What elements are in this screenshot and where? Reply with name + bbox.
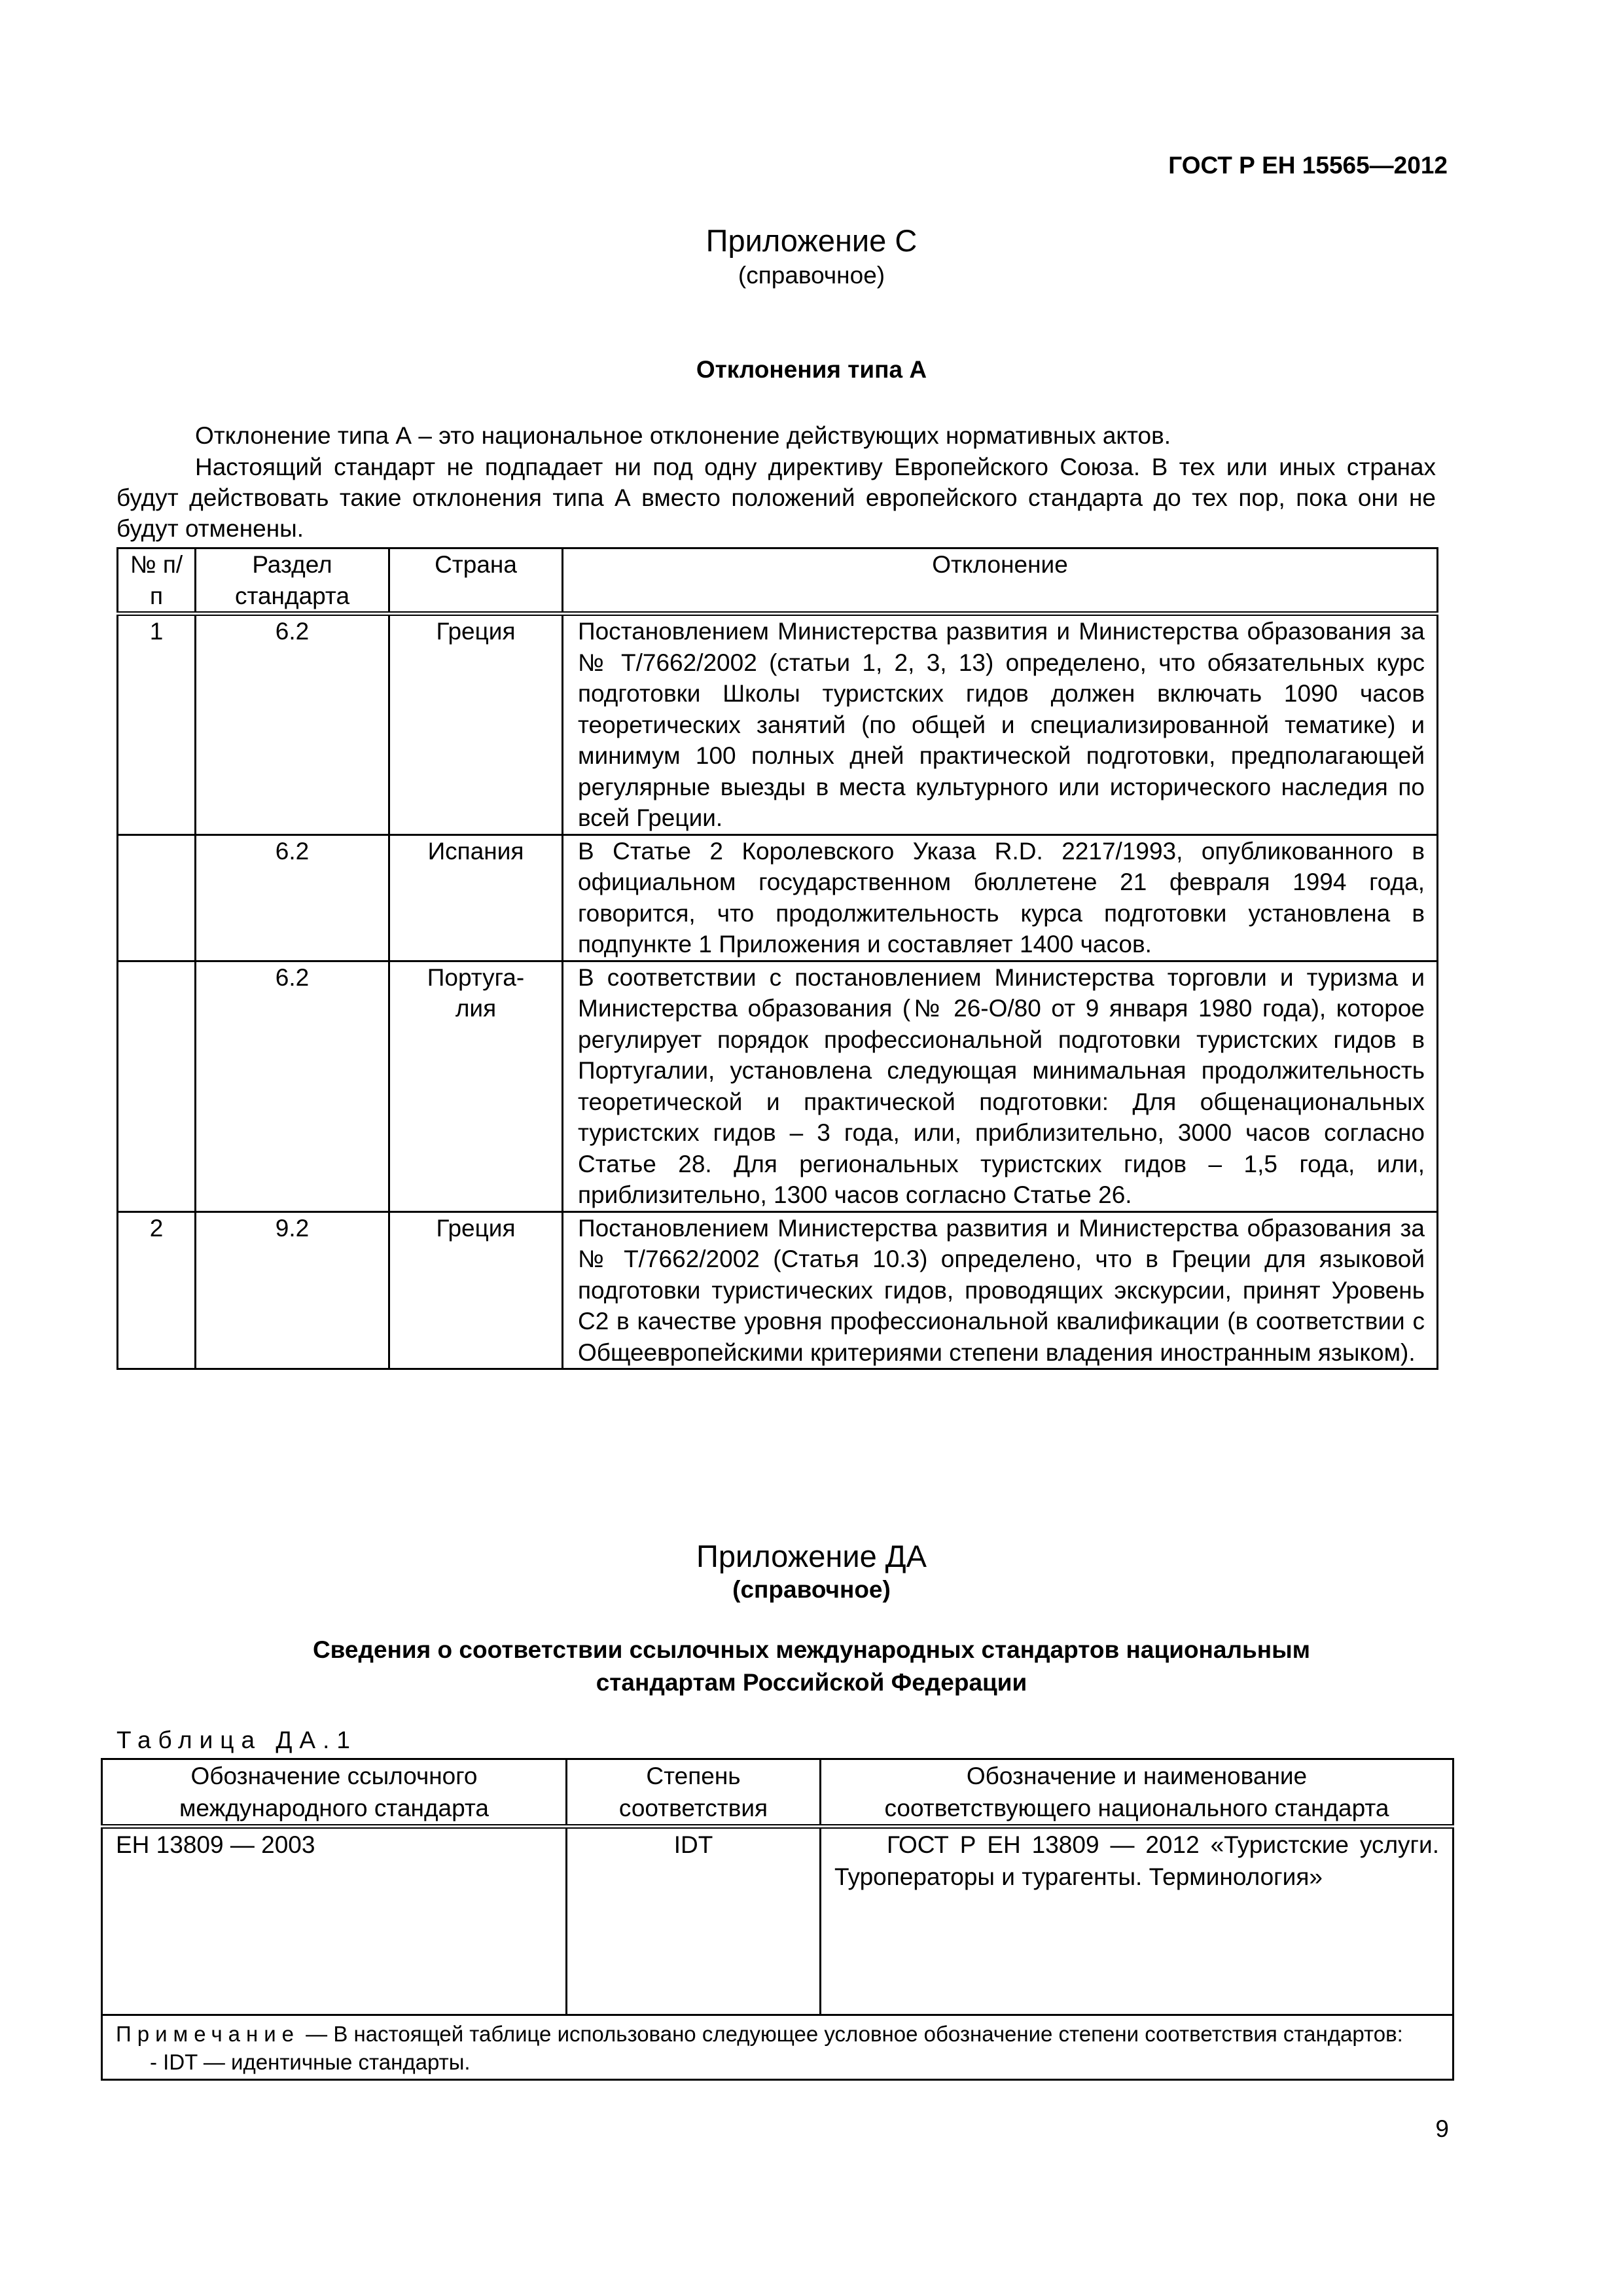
- row-deviation-text: Постановлением Министерства развития и Министерства образования за № Т/7662/2002 (Статья 10.3) определено, что в Греции для языковой подготовки туристических гидов, проводящих экскурсии, принят Уровень С2 в качестве уровня профессиональной квалификации (в соответствии с Общеевропейскими критериями степени владения иностранным языком).: [563, 1211, 1438, 1369]
- paragraph-scope: Настоящий стандарт не подпадает ни под одну директиву Европейского Союза. В тех или иных странах будут действовать такие отклонения типа А вместо положений европейского стандарта до тех пор, пока они не будут отменены.: [116, 454, 1436, 542]
- row-country: Португа-лия: [389, 961, 563, 1211]
- appendix-c-title: Приложение С: [705, 223, 918, 258]
- row-num: 2: [118, 1211, 196, 1369]
- appendix-da-title: Приложение ДА: [696, 1539, 927, 1573]
- header-degree: [567, 1759, 821, 1827]
- row-country: Греция: [389, 1211, 563, 1369]
- appendix-c-section-title: Отклонения типа А: [696, 356, 927, 383]
- table-row: [118, 614, 1438, 835]
- document-code: ГОСТ Р ЕН 15565—2012: [1168, 152, 1448, 179]
- header-country: Страна: [389, 548, 563, 614]
- header-degree-line1: Степень: [646, 1763, 741, 1789]
- header-ref-standard: [102, 1759, 567, 1827]
- row-num: [118, 834, 196, 961]
- row-section: 9.2: [196, 1211, 389, 1369]
- header-degree-line2: соответствия: [618, 1795, 768, 1821]
- deviations-table: [116, 547, 1438, 1370]
- table-caption: Таблица ДА.1: [116, 1727, 357, 1753]
- row-section: 6.2: [196, 614, 389, 835]
- row-ref-standard: ЕН 13809 — 2003: [102, 1827, 567, 2015]
- row-deviation-text: Постановлением Министерства развития и Министерства образования за № Т/7662/2002 (статьи 1, 2, 3, 13) определено, что обязательных курс подготовки Школы туристских гидов должен включать 1090 часов теоретических занятий (по общей и специализированной тематике) и минимум 100 полных дней практической подготовки, предполагающей регулярные выезды в места культурного или исторического наследия по всей Греции.: [563, 614, 1438, 835]
- header-section: Раздел стандарта: [196, 548, 389, 614]
- row-deviation-text: В Статье 2 Королевского Указа R.D. 2217/1993, опубликованного в официальном государственном бюллетене 21 февраля 1994 года, говорится, что продолжительность курса подготовки установлена в подпункте 1 Приложения и составляет 1400 часов.: [563, 834, 1438, 961]
- row-section: 6.2: [196, 961, 389, 1211]
- note-item: - IDT — идентичные стандарты.: [150, 2050, 471, 2074]
- correspondence-table-header: [102, 1759, 1454, 1827]
- row-country: Испания: [389, 834, 563, 961]
- header-ref-standard-line2: международного стандарта: [179, 1795, 489, 1821]
- correspondence-table: [101, 1758, 1454, 2081]
- row-country: Греция: [389, 614, 563, 835]
- header-num: № п/п: [118, 548, 196, 614]
- header-ref-standard-line1: Обозначение ссылочного: [190, 1763, 478, 1789]
- row-deviation-text: В соответствии с постановлением Министерства торговли и туризма и Министерства образования (№ 26-О/80 от 9 января 1980 года), которое регулирует порядок профессиональной подготовки туристских гидов в Португалии, установлена следующая минимальная продолжительность теоретической и практической подготовки: Для общенациональных туристских гидов – 3 года, или, приблизительно, 3000 часов согласно Статье 28. Для региональных туристских гидов – 1,5 года, или, приблизительно, 1300 часов согласно Статье 26.: [563, 961, 1438, 1211]
- row-num: [118, 961, 196, 1211]
- note-label: Примечание: [116, 2022, 300, 2046]
- deviations-table-header: [118, 548, 1438, 614]
- row-national-standard: ГОСТ Р ЕН 13809 — 2012 «Туристские услуги. Туроператоры и турагенты. Терминология»: [821, 1827, 1454, 2015]
- note-text: — В настоящей таблице использовано следующее условное обозначение степени соответствия стандартов:: [300, 2022, 1403, 2046]
- table-row: [118, 1211, 1438, 1369]
- row-section: 6.2: [196, 834, 389, 961]
- header-national-standard: [821, 1759, 1454, 1827]
- header-national-standard-line1: Обозначение и наименование: [966, 1763, 1308, 1789]
- appendix-da-section-title-line2: стандартам Российской Федерации: [596, 1669, 1027, 1696]
- paragraph-deviation-definition: Отклонение типа А – это национальное отклонение действующих нормативных актов.: [195, 422, 1171, 449]
- table-row: [102, 1827, 1454, 2015]
- header-deviation: Отклонение: [563, 548, 1438, 614]
- appendix-da-subtitle: (справочное): [732, 1576, 891, 1603]
- appendix-c-subtitle: (справочное): [738, 262, 885, 289]
- row-degree: IDT: [567, 1827, 821, 2015]
- table-note: [102, 2015, 1454, 2080]
- page-number: 9: [1435, 2115, 1449, 2142]
- row-num: 1: [118, 614, 196, 835]
- table-row: [118, 961, 1438, 1211]
- table-note-row: [102, 2015, 1454, 2080]
- note-body: [116, 2020, 1439, 2048]
- table-row: [118, 834, 1438, 961]
- appendix-da-section-title-line1: Сведения о соответствии ссылочных международных стандартов национальным: [312, 1636, 1311, 1663]
- header-national-standard-line2: соответствующего национального стандарта: [884, 1795, 1389, 1821]
